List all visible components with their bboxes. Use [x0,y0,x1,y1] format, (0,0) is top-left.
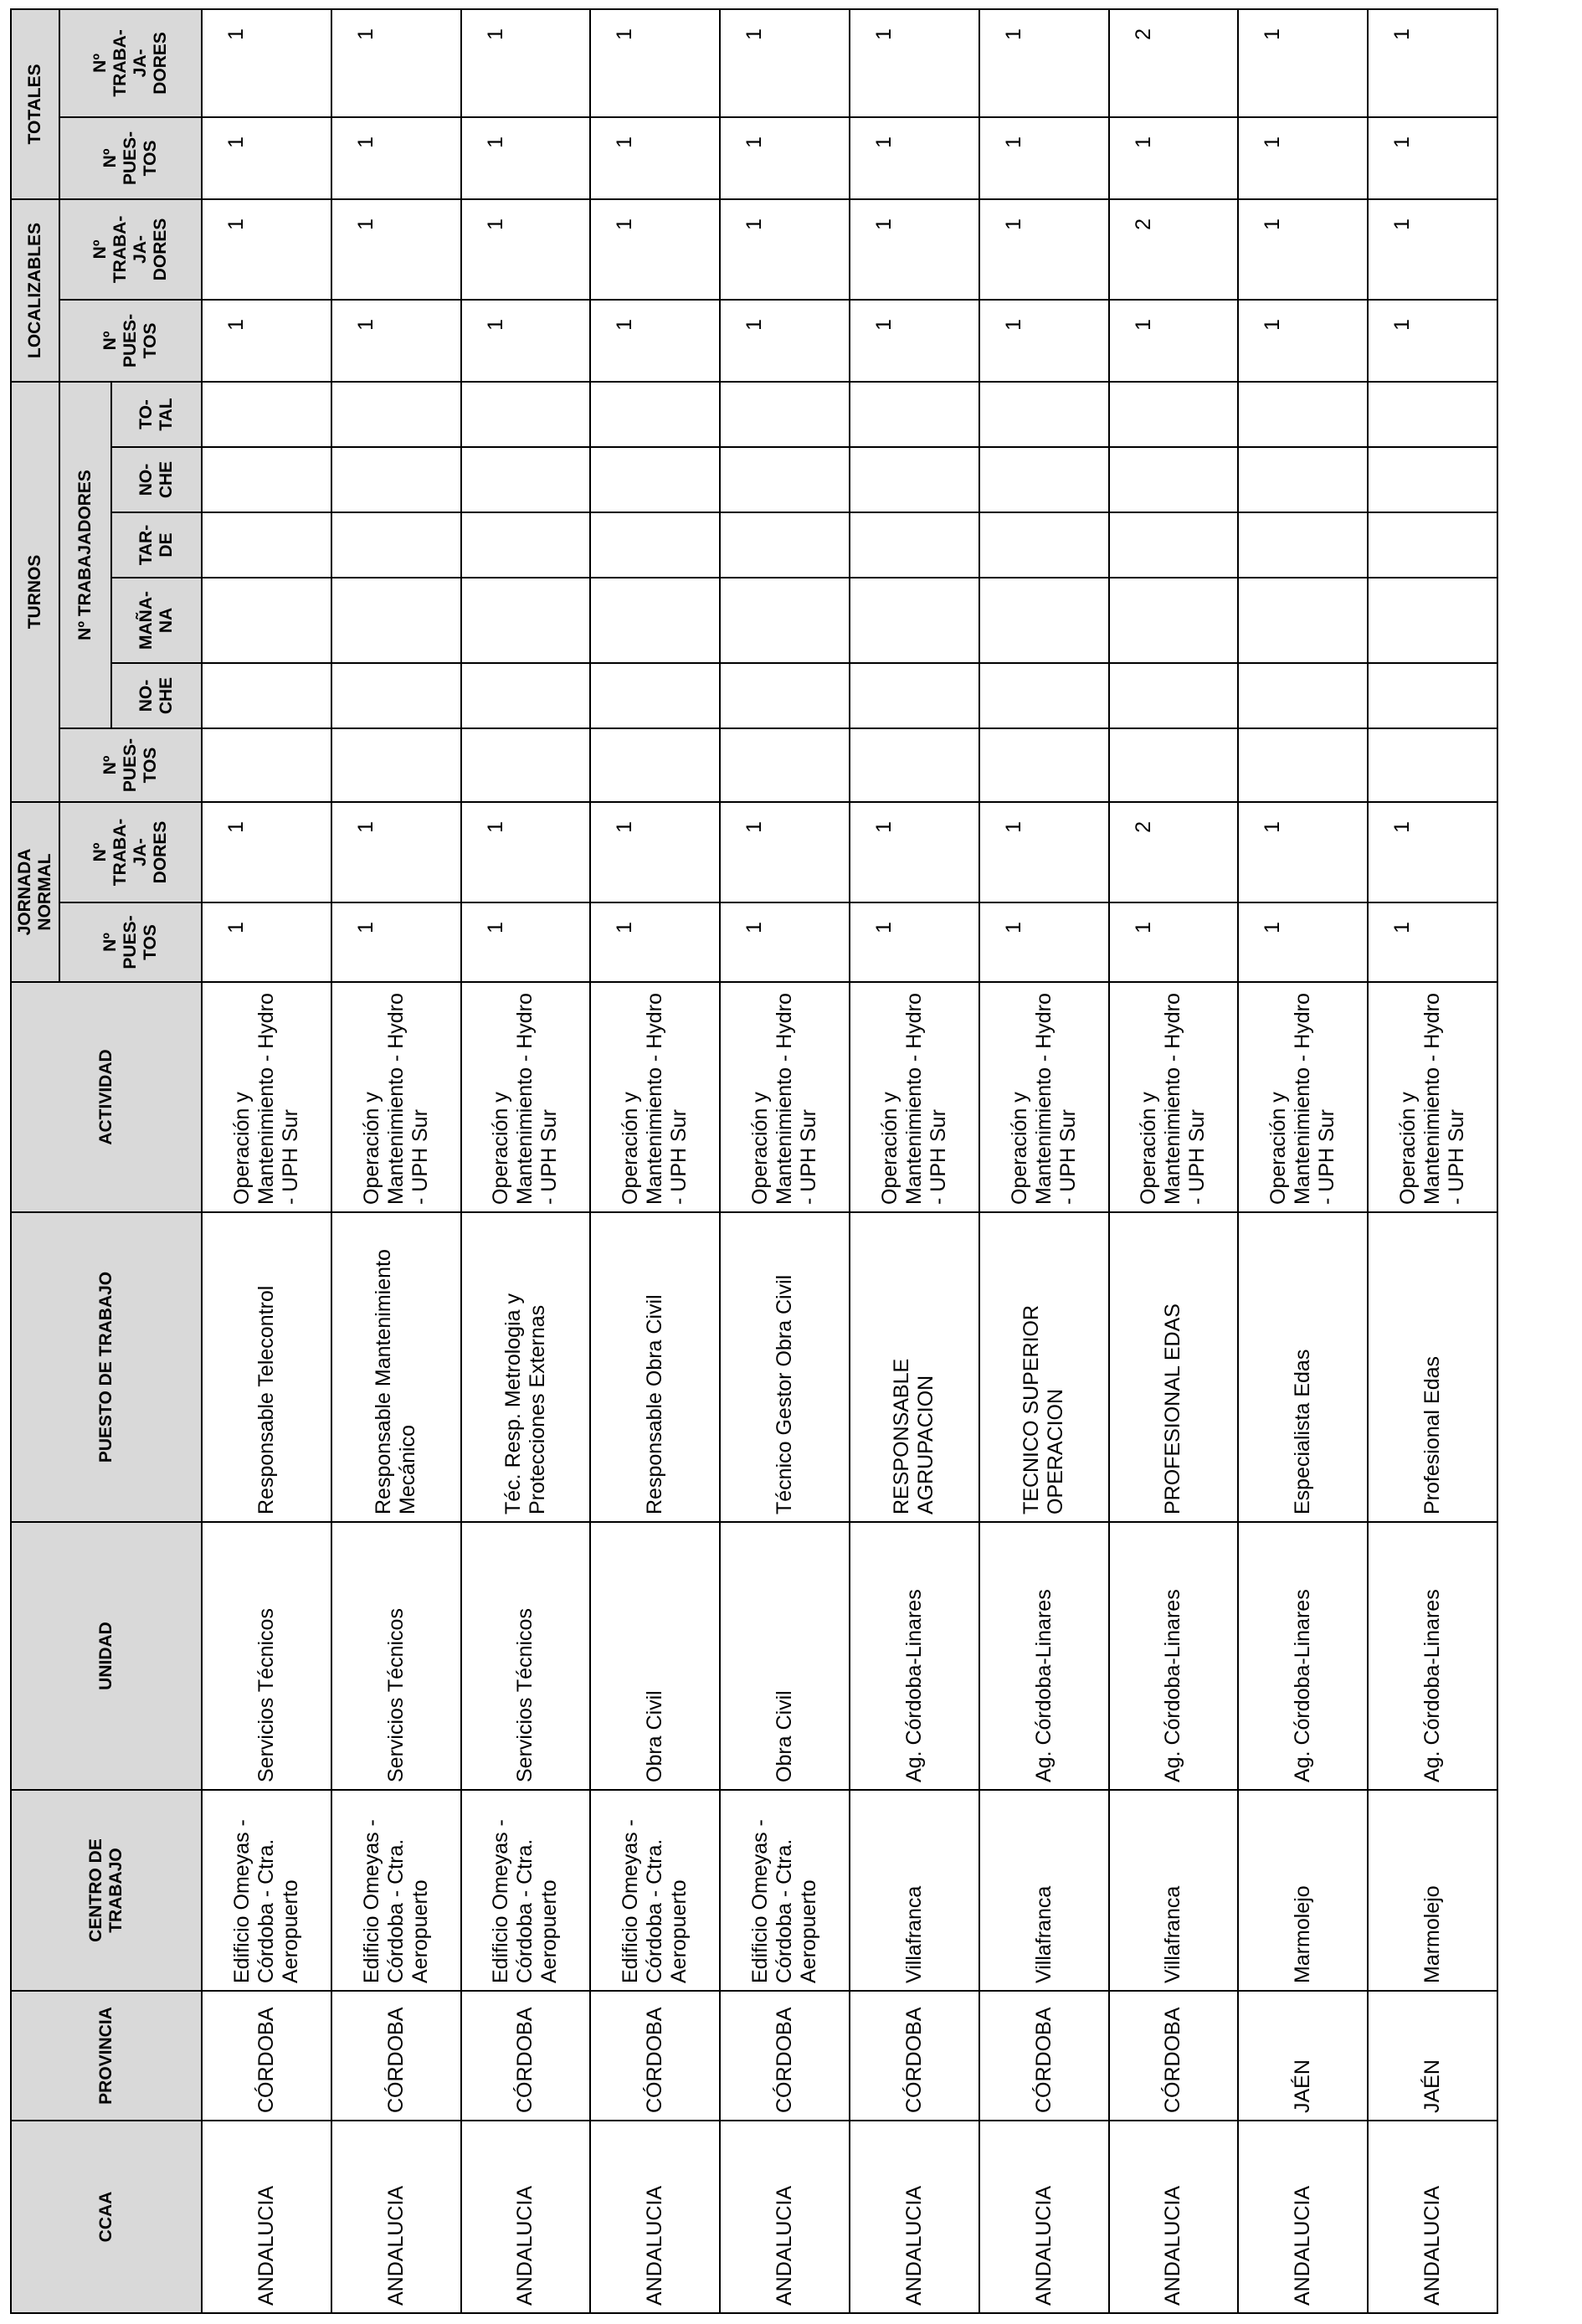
cell-tarde [720,512,850,578]
cell-puesto: PROFESIONAL EDAS [1109,1212,1239,1522]
cell-manana [590,578,720,663]
cell-provincia: CÓRDOBA [1109,1991,1239,2121]
cell-jn-trabajadores: 1 [1368,802,1497,902]
staffing-table [10,8,1498,2314]
cell-manana [202,578,331,663]
cell-tot-puestos: 1 [850,117,979,199]
cell-puesto: Responsable Telecontrol [202,1212,331,1522]
cell-ccaa: ANDALUCIA [720,2121,850,2313]
cell-noche-2 [720,447,850,512]
cell-jn-trabajadores: 1 [202,802,331,902]
cell-jn-puestos: 1 [850,902,979,982]
cell-centro: Edificio Omeyas - Córdoba - Ctra. Aeropuerto [720,1790,850,1991]
cell-tot-trabajadores: 1 [331,9,461,117]
cell-total [331,382,461,447]
cell-unidad: Obra Civil [720,1522,850,1790]
cell-manana [720,578,850,663]
cell-tarde [1368,512,1497,578]
table-row [1238,9,1368,2313]
cell-total [979,382,1109,447]
cell-loc-trabajadores: 1 [461,199,591,300]
table-row [720,9,850,2313]
cell-loc-puestos: 1 [720,300,850,382]
cell-jn-puestos: 1 [590,902,720,982]
cell-noche-2 [1109,447,1239,512]
cell-noche-2 [1368,447,1497,512]
cell-tarde [979,512,1109,578]
cell-loc-puestos: 1 [1109,300,1239,382]
cell-unidad: Servicios Técnicos [331,1522,461,1790]
cell-manana [1238,578,1368,663]
cell-noche [979,663,1109,728]
header-loc-trabajadores: Nº TRABA- JA- DORES [59,199,202,300]
cell-noche-2 [1238,447,1368,512]
header-actividad: ACTIVIDAD [11,982,202,1212]
cell-ccaa: ANDALUCIA [979,2121,1109,2313]
header-localizables: LOCALIZABLES [11,199,59,382]
cell-puesto: Profesional Edas [1368,1212,1497,1522]
cell-tot-puestos: 1 [1109,117,1239,199]
cell-tarde [202,512,331,578]
cell-turnos-puestos [1109,728,1239,802]
cell-ccaa: ANDALUCIA [461,2121,591,2313]
cell-provincia: CÓRDOBA [202,1991,331,2121]
cell-tot-trabajadores: 1 [1368,9,1497,117]
cell-jn-puestos: 1 [331,902,461,982]
cell-ccaa: ANDALUCIA [1238,2121,1368,2313]
cell-provincia: CÓRDOBA [720,1991,850,2121]
cell-loc-trabajadores: 1 [590,199,720,300]
cell-tot-puestos: 1 [202,117,331,199]
cell-provincia: CÓRDOBA [331,1991,461,2121]
header-unidad: UNIDAD [11,1522,202,1790]
cell-manana [1109,578,1239,663]
cell-loc-puestos: 1 [1238,300,1368,382]
cell-noche-2 [331,447,461,512]
header-tarde: TAR- DE [111,512,202,578]
cell-loc-puestos: 1 [461,300,591,382]
cell-total [720,382,850,447]
cell-tot-puestos: 1 [331,117,461,199]
cell-provincia: JAÉN [1368,1991,1497,2121]
cell-jn-puestos: 1 [461,902,591,982]
header-jn-puestos: Nº PUES- TOS [59,902,202,982]
cell-centro: Edificio Omeyas - Córdoba - Ctra. Aeropuerto [331,1790,461,1991]
cell-actividad: Operación y Mantenimiento - Hydro - UPH Sur [461,982,591,1212]
cell-puesto: RESPONSABLE AGRUPACION [850,1212,979,1522]
cell-jn-puestos: 1 [202,902,331,982]
cell-jn-puestos: 1 [1368,902,1497,982]
header-manana: MAÑA- NA [111,578,202,663]
cell-centro: Villafranca [979,1790,1109,1991]
table-row [1109,9,1239,2313]
cell-actividad: Operación y Mantenimiento - Hydro - UPH Sur [1109,982,1239,1212]
cell-loc-trabajadores: 1 [850,199,979,300]
cell-jn-puestos: 1 [1238,902,1368,982]
cell-total [1368,382,1497,447]
cell-tarde [1109,512,1239,578]
table-row [331,9,461,2313]
cell-manana [850,578,979,663]
cell-noche-2 [590,447,720,512]
cell-noche [1109,663,1239,728]
cell-puesto: Especialista Edas [1238,1212,1368,1522]
cell-tot-trabajadores: 1 [850,9,979,117]
header-tot-trabajadores: Nº TRABA- JA- DORES [59,9,202,117]
cell-turnos-puestos [1238,728,1368,802]
cell-tarde [590,512,720,578]
cell-provincia: CÓRDOBA [590,1991,720,2121]
cell-tot-trabajadores: 1 [202,9,331,117]
cell-noche [461,663,591,728]
cell-jn-puestos: 1 [1109,902,1239,982]
cell-unidad: Servicios Técnicos [461,1522,591,1790]
cell-noche [720,663,850,728]
cell-centro: Villafranca [1109,1790,1239,1991]
cell-noche [202,663,331,728]
header-turnos-puestos: Nº PUES- TOS [59,728,202,802]
cell-tarde [850,512,979,578]
cell-centro: Edificio Omeyas - Córdoba - Ctra. Aeropuerto [590,1790,720,1991]
cell-actividad: Operación y Mantenimiento - Hydro - UPH Sur [590,982,720,1212]
cell-noche [1368,663,1497,728]
cell-unidad: Servicios Técnicos [202,1522,331,1790]
cell-loc-trabajadores: 1 [1238,199,1368,300]
cell-actividad: Operación y Mantenimiento - Hydro - UPH Sur [1368,982,1497,1212]
cell-ccaa: ANDALUCIA [331,2121,461,2313]
cell-tot-puestos: 1 [461,117,591,199]
cell-actividad: Operación y Mantenimiento - Hydro - UPH Sur [202,982,331,1212]
cell-puesto: Responsable Mantenimiento Mecánico [331,1212,461,1522]
cell-manana [461,578,591,663]
cell-manana [331,578,461,663]
cell-tot-puestos: 1 [979,117,1109,199]
cell-loc-trabajadores: 1 [331,199,461,300]
table-row [850,9,979,2313]
cell-noche-2 [850,447,979,512]
cell-noche-2 [979,447,1109,512]
cell-actividad: Operación y Mantenimiento - Hydro - UPH Sur [979,982,1109,1212]
cell-tot-trabajadores: 1 [979,9,1109,117]
cell-total [461,382,591,447]
table-row [590,9,720,2313]
cell-puesto: Téc. Resp. Metrologia y Protecciones Externas [461,1212,591,1522]
cell-actividad: Operación y Mantenimiento - Hydro - UPH Sur [331,982,461,1212]
cell-jn-trabajadores: 1 [979,802,1109,902]
cell-loc-trabajadores: 1 [720,199,850,300]
cell-tot-puestos: 1 [720,117,850,199]
cell-total [1109,382,1239,447]
header-provincia: PROVINCIA [11,1991,202,2121]
cell-centro: Villafranca [850,1790,979,1991]
cell-tarde [461,512,591,578]
cell-tot-puestos: 1 [590,117,720,199]
cell-provincia: CÓRDOBA [461,1991,591,2121]
cell-turnos-puestos [590,728,720,802]
table-row [1368,9,1497,2313]
header-ccaa: CCAA [11,2121,202,2313]
cell-jn-trabajadores: 1 [331,802,461,902]
cell-tarde [331,512,461,578]
cell-jn-puestos: 1 [979,902,1109,982]
cell-loc-trabajadores: 1 [1368,199,1497,300]
cell-loc-puestos: 1 [331,300,461,382]
cell-turnos-puestos [850,728,979,802]
cell-loc-puestos: 1 [202,300,331,382]
header-loc-puestos: Nº PUES- TOS [59,300,202,382]
cell-tot-trabajadores: 1 [461,9,591,117]
cell-actividad: Operación y Mantenimiento - Hydro - UPH Sur [1238,982,1368,1212]
cell-provincia: CÓRDOBA [979,1991,1109,2121]
cell-unidad: Ag. Córdoba-Linares [1368,1522,1497,1790]
cell-tot-puestos: 1 [1238,117,1368,199]
cell-ccaa: ANDALUCIA [850,2121,979,2313]
cell-loc-puestos: 1 [850,300,979,382]
cell-centro: Marmolejo [1238,1790,1368,1991]
cell-unidad: Ag. Córdoba-Linares [850,1522,979,1790]
cell-manana [979,578,1109,663]
cell-actividad: Operación y Mantenimiento - Hydro - UPH Sur [720,982,850,1212]
cell-jn-trabajadores: 1 [461,802,591,902]
header-noche-2: NO- CHE [111,447,202,512]
header-tot-puestos: Nº PUES- TOS [59,117,202,199]
cell-noche [850,663,979,728]
cell-tot-trabajadores: 2 [1109,9,1239,117]
cell-puesto: Responsable Obra Civil [590,1212,720,1522]
cell-noche [331,663,461,728]
cell-unidad: Ag. Córdoba-Linares [979,1522,1109,1790]
cell-centro: Edificio Omeyas - Córdoba - Ctra. Aeropuerto [202,1790,331,1991]
table-row [202,9,331,2313]
cell-unidad: Obra Civil [590,1522,720,1790]
cell-turnos-puestos [1368,728,1497,802]
cell-total [590,382,720,447]
cell-unidad: Ag. Córdoba-Linares [1109,1522,1239,1790]
cell-puesto: TECNICO SUPERIOR OPERACION [979,1212,1109,1522]
cell-ccaa: ANDALUCIA [202,2121,331,2313]
cell-loc-trabajadores: 1 [979,199,1109,300]
cell-total [850,382,979,447]
cell-jn-trabajadores: 1 [720,802,850,902]
cell-noche-2 [461,447,591,512]
table-row [979,9,1109,2313]
header-jn-trabajadores: Nº TRABA- JA- DORES [59,802,202,902]
cell-loc-trabajadores: 2 [1109,199,1239,300]
cell-noche [1238,663,1368,728]
header-turnos: TURNOS [11,382,59,802]
cell-noche [590,663,720,728]
cell-jn-puestos: 1 [720,902,850,982]
cell-jn-trabajadores: 1 [590,802,720,902]
cell-turnos-puestos [461,728,591,802]
cell-loc-puestos: 1 [590,300,720,382]
table-row [461,9,591,2313]
header-totales: TOTALES [11,9,59,199]
header-n-trabajadores: Nº TRABAJADORES [59,382,111,728]
cell-provincia: CÓRDOBA [850,1991,979,2121]
cell-manana [1368,578,1497,663]
cell-noche-2 [202,447,331,512]
cell-total [202,382,331,447]
cell-turnos-puestos [720,728,850,802]
cell-tot-trabajadores: 1 [590,9,720,117]
cell-tarde [1238,512,1368,578]
cell-jn-trabajadores: 2 [1109,802,1239,902]
cell-puesto: Técnico Gestor Obra Civil [720,1212,850,1522]
header-centro: CENTRO DE TRABAJO [11,1790,202,1991]
header-puesto: PUESTO DE TRABAJO [11,1212,202,1522]
cell-jn-trabajadores: 1 [1238,802,1368,902]
cell-ccaa: ANDALUCIA [1368,2121,1497,2313]
cell-jn-trabajadores: 1 [850,802,979,902]
cell-centro: Edificio Omeyas - Córdoba - Ctra. Aeropuerto [461,1790,591,1991]
header-jornada-normal: JORNADA NORMAL [11,802,59,982]
cell-unidad: Ag. Córdoba-Linares [1238,1522,1368,1790]
cell-turnos-puestos [979,728,1109,802]
cell-tot-trabajadores: 1 [720,9,850,117]
cell-centro: Marmolejo [1368,1790,1497,1991]
cell-provincia: JAÉN [1238,1991,1368,2121]
cell-turnos-puestos [331,728,461,802]
table-body [202,9,1497,2313]
cell-ccaa: ANDALUCIA [1109,2121,1239,2313]
cell-loc-trabajadores: 1 [202,199,331,300]
cell-ccaa: ANDALUCIA [590,2121,720,2313]
cell-turnos-puestos [202,728,331,802]
cell-total [1238,382,1368,447]
cell-tot-trabajadores: 1 [1238,9,1368,117]
cell-tot-puestos: 1 [1368,117,1497,199]
cell-loc-puestos: 1 [979,300,1109,382]
header-total: TO- TAL [111,382,202,447]
header-noche: NO- CHE [111,663,202,728]
cell-actividad: Operación y Mantenimiento - Hydro - UPH Sur [850,982,979,1212]
cell-loc-puestos: 1 [1368,300,1497,382]
